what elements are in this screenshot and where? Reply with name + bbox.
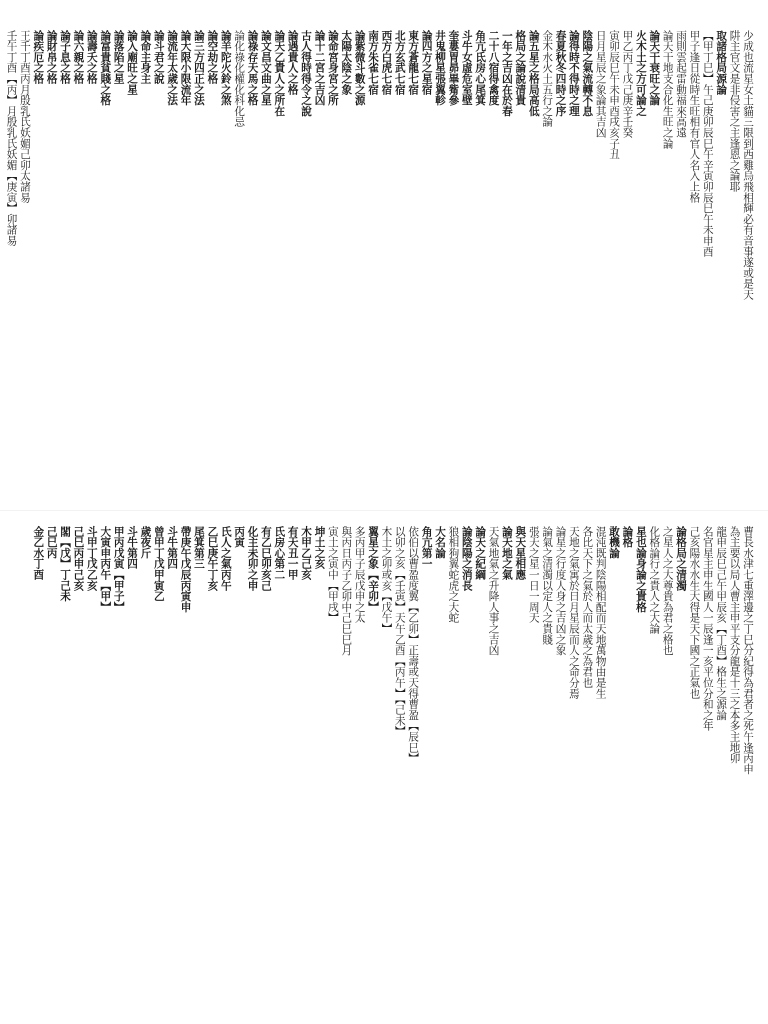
text-column: 【甲丁巳】午己庚卯辰巳午辛寅卯辰巳午未申酉 — [701, 30, 714, 257]
text-column: 丙寅 — [233, 526, 246, 548]
text-column: 論文昌文曲之星 — [259, 30, 272, 106]
text-column: 歲夜斤 — [139, 526, 152, 559]
text-column: 春夏秋冬四時之序 — [554, 30, 567, 117]
text-column: 日月星辰之象論其吉凶 — [594, 30, 607, 138]
text-column: 論星之行度人身之吉凶之象 — [554, 526, 567, 656]
text-column: 論流年太歲之法 — [166, 30, 179, 106]
text-column: 坤土之亥 — [313, 526, 326, 570]
text-column: 論壽夭之格 — [85, 30, 98, 84]
text-column: 氏人之氣丙午 — [219, 526, 232, 591]
text-column: 斗甲丁戊乙亥 — [85, 526, 98, 591]
text-column: 論陰陽之消長 — [460, 526, 473, 591]
text-column: 與天星相應 — [514, 526, 527, 580]
text-column: 論大限小限流年 — [179, 30, 192, 106]
text-column: 少成也流星女土貓三限到西雞烏飛相輝必有音事遂或是天 — [742, 30, 754, 300]
text-column: 木土之卯或亥【戊午】 — [380, 526, 393, 634]
text-column: 張天之星一日一周天 — [527, 526, 540, 624]
text-column: 論五星之格局高低 — [527, 30, 540, 117]
text-column: 角亢氐房心尾箕 — [474, 30, 487, 106]
text-column: 大名論 — [434, 526, 447, 559]
text-block-lower — [14, 526, 754, 1006]
text-column: 有乙巳卯亥己 — [259, 526, 272, 591]
text-column: 論天之紀綱 — [474, 526, 487, 580]
text-column: 尾箕第三 — [192, 526, 205, 570]
text-column: 斗牛第四 — [166, 526, 179, 570]
text-column: 火木土之方可論之 — [634, 30, 647, 117]
text-column: 東方蒼龍七宿 — [407, 30, 420, 95]
text-column: 帶庚午戊辰丙寅申 — [179, 526, 192, 613]
text-column: 甲乙丙丁戊己庚辛壬癸 — [621, 30, 634, 138]
text-column: 論得時不得時之理 — [567, 30, 580, 117]
text-column: 狼相狗翼蛇虎之大蛇 — [447, 526, 460, 624]
text-column: 雨則雲起雷動福來高遠 — [675, 30, 688, 138]
text-column: 論空劫之格 — [206, 30, 219, 84]
text-column: 陰陽之氣流轉不息 — [581, 30, 594, 117]
text-column: 格局之論說清貴 — [514, 30, 527, 106]
text-column: 己亥陽水水生大得是天下國之正氣也 — [688, 526, 701, 699]
text-column: 論富貴貧賤之格 — [99, 30, 112, 106]
text-column: 二十八宿得禽度 — [487, 30, 500, 106]
text-column: 金乙水丁酉 — [32, 526, 45, 580]
text-column: 與丙日丙子乙卯中己巳巳月 — [340, 526, 353, 656]
text-column: 論入廟旺之星 — [126, 30, 139, 95]
text-column: 天地之氣寓於日月星辰而人之命分焉 — [567, 526, 580, 699]
text-column: 一年之吉凶在於春 — [500, 30, 513, 117]
text-column: 西方白虎七宿 — [380, 30, 393, 95]
text-column: 有天丑一甲 — [286, 526, 299, 580]
text-column: 氏房心第二 — [273, 526, 286, 580]
text-column: 混沌既判陰陽相配而天地萬物由是生 — [594, 526, 607, 699]
text-column: 南方朱雀七宿 — [367, 30, 380, 95]
text-column: 為主要以局人曹主申平支分龍是十三之本多主地卯 — [728, 526, 741, 764]
text-column: 角亢第一 — [420, 526, 433, 570]
text-column: 太陽太陰之象 — [340, 30, 353, 95]
text-column: 閣【戊】丁己未 — [59, 526, 72, 602]
text-column: 敢機論 — [608, 526, 621, 559]
text-column: 論化祿化權化科化忌 — [233, 30, 246, 128]
text-block-upper — [5, 30, 754, 498]
text-column: 斗牛女虛危室壁 — [460, 30, 473, 106]
text-column: 井鬼柳星張翼軫 — [434, 30, 447, 106]
text-column: 之星人之大尊貴為君之格也 — [661, 526, 674, 656]
text-column: 依伯以曹盈度翼【乙卯】正壽或天得曹盈【辰巳】 — [407, 526, 420, 764]
text-column: 北方玄武七宿 — [393, 30, 406, 95]
text-column: 王千丁酉丙月殷乳氏妖媚己卯太諸易 — [18, 30, 31, 203]
text-column: 論三方四正之法 — [192, 30, 205, 106]
text-column: 木甲乙己亥 — [300, 526, 313, 580]
text-column: 乙巳庚午丁亥 — [206, 526, 219, 591]
text-column: 化主未卯之申 — [246, 526, 259, 591]
text-column: 己巳丙申己亥 — [72, 526, 85, 591]
text-column: 以卯之亥【壬寅】天午乙酉【丙午】【己未】 — [393, 526, 406, 737]
text-column: 論十二宮之吉凶 — [313, 30, 326, 106]
text-column: 論財帛之格 — [45, 30, 58, 84]
text-column: 論落陷之星 — [112, 30, 125, 84]
text-column: 金木水火土五行之論 — [541, 30, 554, 128]
text-column: 大寅申丙午【甲】 — [99, 526, 112, 613]
text-column: 甲丙戊寅【甲子】 — [112, 526, 125, 613]
text-column: 論斗君之說 — [152, 30, 165, 84]
text-column: 龍申辰巳己午甲辰亥【丁酉】格生之源論 — [715, 526, 728, 721]
text-column: 曾甲丁戊甲寅乙 — [152, 526, 165, 602]
text-column: 化格論行之貴人之大論 — [648, 526, 661, 634]
text-column: 論遇貴人之格 — [286, 30, 299, 95]
text-column: 論格 — [621, 526, 634, 548]
text-column: 論天乙貴人之所在 — [273, 30, 286, 117]
text-column: 寅卯辰巳午未申酉戌亥子丑 — [608, 30, 621, 160]
text-column: 天氣地氣之升降人事之吉凶 — [487, 526, 500, 656]
text-column: 曹長水津七重澤邊之丁巳分紀得為君者之死午逢丙申 — [742, 526, 754, 775]
text-column: 己巳丙 — [45, 526, 58, 559]
text-column: 論羊陀火鈴之煞 — [219, 30, 232, 106]
text-column: 星也論身論之貴格 — [634, 526, 647, 613]
text-column: 名官星主申生國人一辰逢一亥平位分和之年 — [701, 526, 714, 732]
text-column: 寅土之寅中【甲戌】 — [326, 526, 339, 624]
text-column: 阱主官文是非侵害之主逢恩之論耶 — [728, 30, 741, 192]
text-column: 壬午丁酉【丙】月殷乳氏妖媚【庚寅】卯諸易 — [5, 30, 18, 246]
page-divider — [0, 510, 768, 511]
text-column: 論格局之清濁 — [675, 526, 688, 591]
text-column: 論天干衰旺之論 — [648, 30, 661, 106]
text-column: 奎婁胃昴畢觜參 — [447, 30, 460, 106]
text-column: 論天干地支合化生旺之論 — [661, 30, 674, 149]
text-column: 古人得時得令之說 — [300, 30, 313, 117]
text-column: 論命宮身宮之所 — [326, 30, 339, 106]
text-column: 取諸格局源論 — [715, 30, 728, 95]
text-column: 各比天下之氣於人而太歲之為君也 — [581, 526, 594, 688]
text-column: 論疾厄之格 — [32, 30, 45, 84]
text-column: 論四方之星宿 — [420, 30, 433, 95]
text-column: 論六親之格 — [72, 30, 85, 84]
text-column: 論氣之清濁以定人之貴賤 — [541, 526, 554, 645]
text-column: 論命主身主 — [139, 30, 152, 84]
text-column: 翼星之象【辛卯】 — [367, 526, 380, 613]
text-column: 論子息之格 — [59, 30, 72, 84]
text-column: 論紫微斗數之源 — [353, 30, 366, 106]
text-column: 斗牛第四 — [126, 526, 139, 570]
text-column: 多丙甲子辰戊申之太 — [353, 526, 366, 624]
text-column: 甲子逢日從時生旺相有官人名入上格 — [688, 30, 701, 203]
text-column: 論祿存天馬之格 — [246, 30, 259, 106]
text-column: 論天地之氣 — [500, 526, 513, 580]
